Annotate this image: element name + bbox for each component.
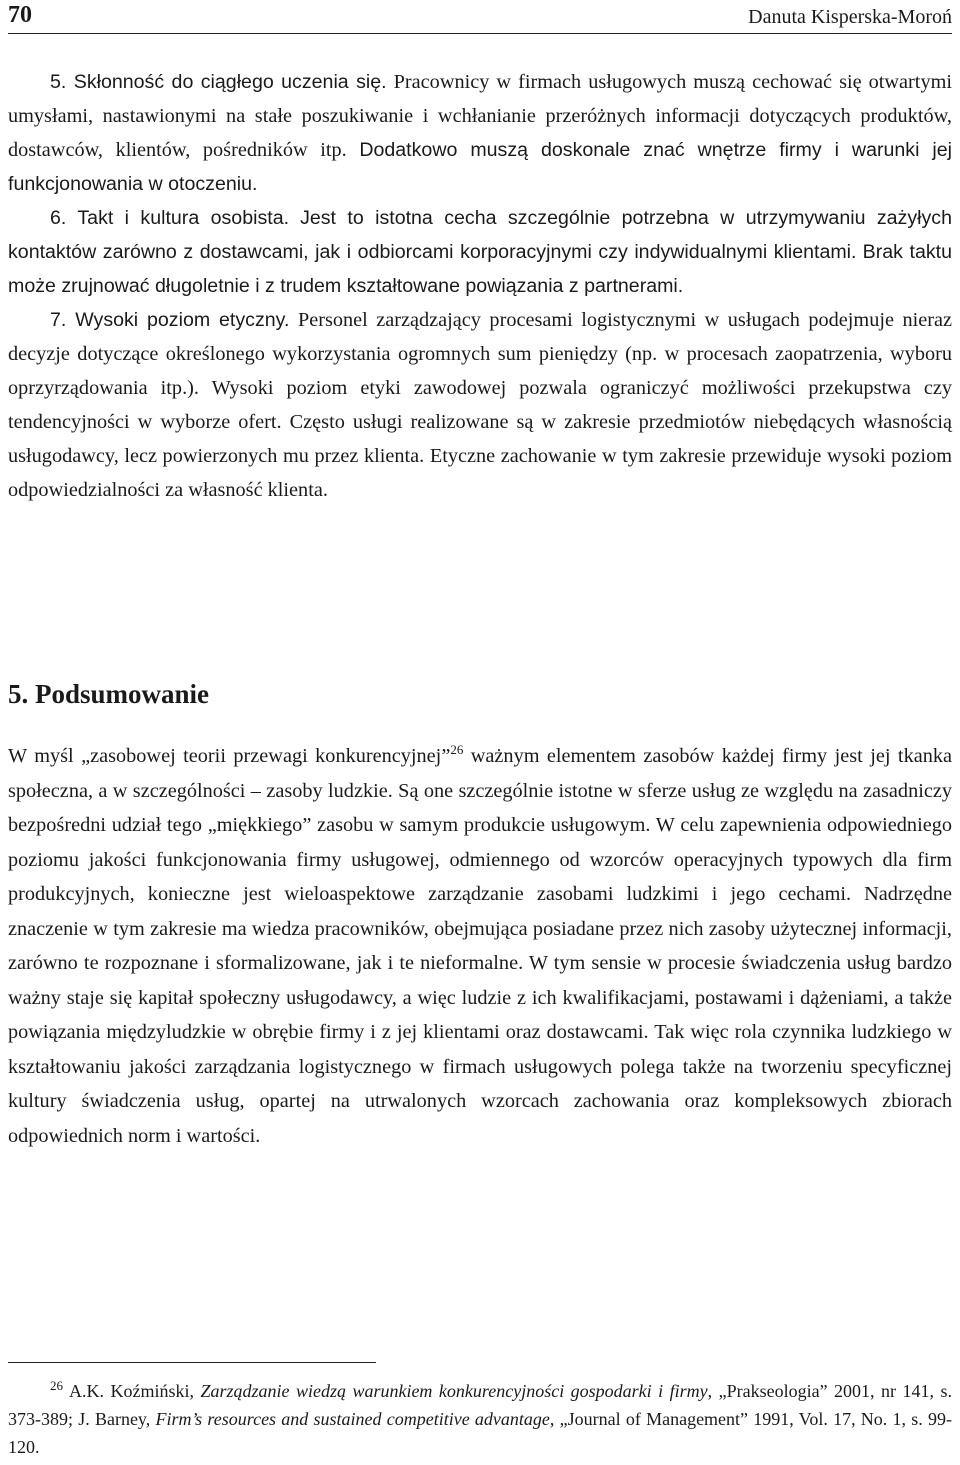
footnote-number: 26 — [50, 1378, 63, 1393]
running-header — [8, 0, 952, 34]
footnote-rest2: , „Journal of Management” 1991, Vol. 17, No. 1, s. 99-120. — [8, 1409, 952, 1457]
item-5-text2: Dodatkowo muszą doskonale znać wnętrze firmy i warunki jej funkcjonowania w otoczeniu. — [8, 139, 952, 195]
footnote-rest1: , „Prakseologia” 2001, nr 141, s. 373-389; J. Barney, — [8, 1381, 953, 1429]
item-5-text: Pracownicy w firmach usługowych muszą cechować się otwartymi umysłami, nastawionymi na stałe poszukiwanie i wchłanianie przeróżnych informacji dotyczących produktów, dostawców, klientów, pośredników itp. — [8, 71, 952, 161]
footnote-title1: Zarządzanie wiedzą warunkiem konkurencyjności gospodarki i firmy — [200, 1381, 708, 1401]
item-6-title: 6. Takt i kultura osobista. — [50, 207, 290, 229]
list-item-5 — [8, 65, 952, 201]
list-item-6 — [8, 201, 952, 303]
item-7-text2: Często usługi realizowane są w zakresie przedmiotów niebędących własnością usługodawcy, lecz powierzonych mu przez klienta. — [8, 411, 953, 467]
header-author: Danuta Kisperska-Moroń — [748, 6, 952, 28]
page-number: 70 — [8, 2, 32, 28]
item-7-text3: Etyczne zachowanie w tym zakresie przewiduje wysoki poziom odpowiedzialności za własność klienta. — [8, 445, 952, 501]
summary-paragraph — [8, 739, 952, 1153]
section-heading: 5. Podsumowanie — [8, 679, 210, 709]
item-6-text2: Brak taktu może zrujnować długoletnie i z trudem kształtowane powiązania z partnerami. — [8, 241, 952, 297]
item-7-title: 7. Wysoki poziom etyczny. — [50, 309, 290, 331]
list-item-7 — [8, 303, 952, 507]
summary-text-rest: ważnym elementem zasobów każdej firmy jest jej tkanka społeczna, a w szczególności – zasoby ludzkie. Są one szczególnie istotne w sferze usług ze względu na zasadniczy bezpośredni udział tego „miękkiego” zasobu w samym produkcie usługowym. W celu zapewnienia odpowiedniego poziomu jakości funkcjonowania firmy usługowej, odmiennego od wzorców operacyjnych typowych dla firm produkcyjnych, konieczne jest wieloaspektowe zarządzanie zasobami ludzkimi i jego cechami. Nadrzędne znaczenie w tym zakresie ma wiedza pracowników, obejmująca posiadane przez nich zasoby użytecznej informacji, zarówno te rozpoznane i sformalizowane, jak i te nieformalne. W tym sensie w procesie świadczenia usług bardzo ważny staje się kapitał społeczny usługodawcy, a więc ludzie z ich kwalifikacjami, postawami i dążeniami, a także powiązania międzyludzkie w obrębie firmy i z jej klientami oraz dostawcami. Tak więc rola czynnika ludzkiego w kształtowaniu jakości zarządzania logistycznego w firmach usługowych polega także na tworzeniu specyficznej kultury świadczenia usług, opartej na utrwalonych wzorcach zachowania oraz kompleksowych zbiorach odpowiednich norm i wartości. — [8, 745, 952, 1147]
footnote — [8, 1377, 952, 1461]
summary-text-start: W myśl „zasobowej teorii przewagi konkurencyjnej” — [8, 745, 451, 767]
header-rule — [8, 33, 952, 34]
footnote-author1: A.K. Koźmiński, — [69, 1381, 201, 1401]
footnote-rule — [8, 1362, 376, 1363]
item-7-text: Personel zarządzający procesami logistycznymi w usługach podejmuje nieraz decyzje dotyczące określonego wykorzystania ogromnych sum pieniędzy (np. w procesach zaopatrzenia, wyboru oprzyrządowania itp.). Wysoki poziom etyki zawodowej pozwala ograniczyć możliwości przekupstwa czy tendencyjności w wyborze ofert. — [8, 309, 952, 433]
footnote-reference[interactable]: 26 — [450, 742, 464, 758]
footnote-title2: Firm’s resources and sustained competitive advantage — [155, 1409, 550, 1429]
list-section — [8, 65, 952, 507]
item-6-text: Jest to istotna cecha szczególnie potrzebna w utrzymywaniu zażyłych kontaktów zarówno z dostawcami, jak i odbiorcami korporacyjnymi czy indywidualnymi klientami. — [8, 207, 952, 263]
item-5-title: 5. Skłonność do ciągłego uczenia się. — [50, 71, 387, 93]
